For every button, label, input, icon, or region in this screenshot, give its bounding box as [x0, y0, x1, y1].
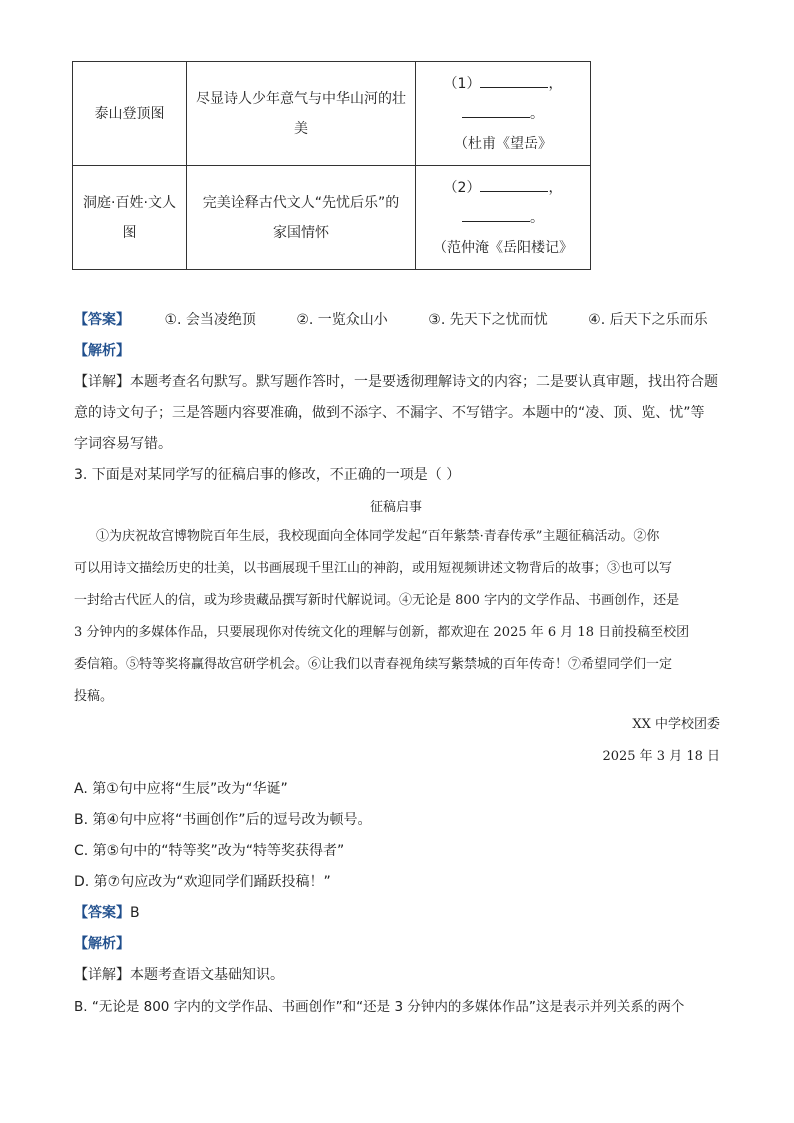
notice-line: 一封给古代匠人的信，或为珍贵藏品撰写新时代解说词。④无论是 800 字内的文学作品、书画创作，还是 — [74, 593, 680, 608]
notice-line: 可以用诗文描绘历史的壮美，以书画展现千里江山的神韵，或用短视频讲述文物背后的故事；③也可以写 — [74, 561, 673, 576]
blank-line-1 — [416, 173, 590, 203]
detail-text: 本题考查语文基础知识。 — [130, 967, 284, 983]
question-stem: 3. 下面是对某同学写的征稿启事的修改，不正确的一项是（ ） — [74, 467, 461, 483]
option-c: C. 第⑤句中的“特等奖”改为“特等奖获得者” — [74, 843, 345, 859]
blank-line-2 — [416, 99, 590, 129]
fill-blank — [480, 175, 548, 192]
scene-cell — [73, 166, 187, 270]
source-text: （范仲淹《岳阳楼记》 — [433, 239, 573, 256]
explain-line: B. “无论是 800 字内的文学作品、书画创作”和“还是 3 分钟内的多媒体作品”这是表示并列关系的两个 — [74, 999, 685, 1015]
fill-blank — [462, 101, 530, 118]
theme-cell — [187, 166, 416, 270]
table-row — [73, 62, 591, 166]
theme-line: 尽显诗人少年意气与中华山河的壮 — [196, 90, 406, 107]
fill-blank — [480, 71, 548, 88]
detail-paragraph — [74, 964, 284, 984]
analysis-tag: 【解析】 — [74, 343, 130, 359]
scene-text: 泰山登顶图 — [94, 105, 165, 122]
punctuation: 。 — [530, 209, 544, 226]
answer-item: ②. 一览众山小 — [296, 312, 388, 328]
answer-item: ④. 后天下之乐而乐 — [588, 312, 708, 328]
option-b: B. 第④句中应将“书画创作”后的逗号改为顿号。 — [74, 812, 372, 828]
blank-number: （2） — [443, 179, 481, 196]
notice-date: 2025 年 3 月 18 日 — [602, 749, 720, 764]
table-row — [73, 166, 591, 270]
blank-line-2 — [416, 203, 590, 233]
source-text: （杜甫《望岳》 — [454, 135, 552, 152]
poem-table — [72, 61, 591, 270]
answer-tag: 【答案】 — [74, 905, 130, 921]
theme-line: 美 — [294, 120, 308, 137]
blank-line-1 — [416, 69, 590, 99]
detail-tag: 【详解】 — [74, 374, 130, 390]
notice-line: 投稿。 — [74, 689, 114, 704]
analysis-tag: 【解析】 — [74, 936, 130, 952]
detail-text: 意的诗文句子；三是答题内容要准确，做到不添字、不漏字、不写错字。本题中的“凌、顶、览、忧”等 — [74, 405, 705, 421]
theme-cell — [187, 62, 416, 166]
detail-tag: 【详解】 — [74, 967, 130, 983]
scene-text: 洞庭·百姓·文人 — [83, 194, 176, 211]
answer-item: ①. 会当凌绝顶 — [164, 312, 256, 328]
theme-line: 完美诠释古代文人“先忧后乐”的 — [202, 194, 400, 211]
blank-number: （1） — [443, 75, 481, 92]
detail-text: 字词容易写错。 — [74, 436, 172, 452]
notice-line: ①为庆祝故宫博物院百年生辰，我校现面向全体同学发起“百年紫禁·青春传承”主题征稿活动。②你 — [96, 529, 660, 544]
answer-tag: 【答案】 — [74, 312, 130, 328]
punctuation: ， — [548, 179, 563, 196]
punctuation: ， — [548, 75, 563, 92]
answer-line — [74, 309, 708, 329]
answer-cell — [416, 62, 591, 166]
notice-line: 委信箱。⑤特等奖将赢得故宫研学机会。⑥让我们以青春视角续写紫禁城的百年传奇！⑦希望同学们一定 — [74, 657, 673, 672]
option-d: D. 第⑦句应改为“欢迎同学们踊跃投稿！” — [74, 874, 331, 890]
answer-line — [74, 902, 140, 922]
scene-text: 图 — [122, 224, 137, 241]
answer-value: B — [130, 905, 140, 921]
theme-line: 家国情怀 — [273, 224, 329, 241]
detail-text: 本题考查名句默写。默写题作答时，一是要透彻理解诗文的内容；二是要认真审题，找出符合题 — [130, 374, 718, 390]
notice-line: 3 分钟内的多媒体作品，只要展现你对传统文化的理解与创新，都欢迎在 2025 年 6 月 18 日前投稿至校团 — [74, 625, 690, 640]
answer-item: ③. 先天下之忧而忧 — [428, 312, 548, 328]
scene-cell — [73, 62, 187, 166]
punctuation: 。 — [530, 105, 544, 122]
detail-paragraph — [74, 371, 718, 391]
notice-signature: XX 中学校团委 — [632, 717, 720, 732]
option-a: A. 第①句中应将“生辰”改为“华诞” — [74, 781, 288, 797]
fill-blank — [462, 205, 530, 222]
notice-title: 征稿启事 — [370, 500, 423, 515]
answer-cell — [416, 166, 591, 270]
